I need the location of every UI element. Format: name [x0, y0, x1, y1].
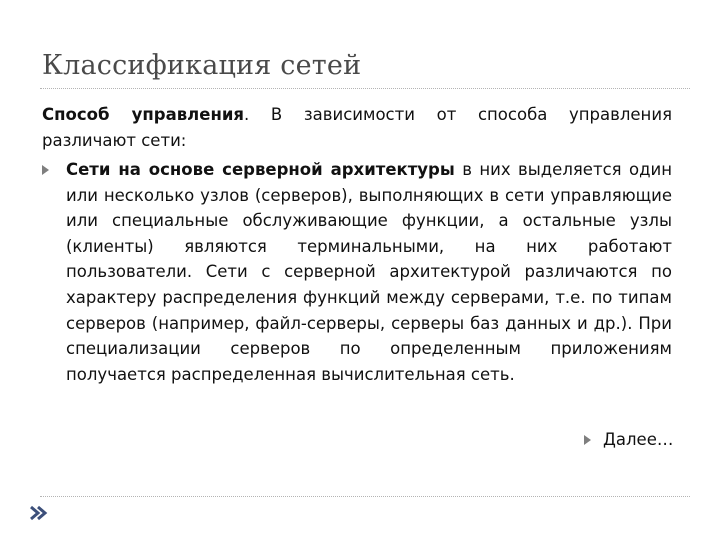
bullet-arrow-icon [42, 165, 49, 175]
chevron-stroke-1 [31, 507, 38, 519]
footer-divider [40, 496, 690, 497]
intro-paragraph [42, 102, 672, 153]
intro-text: . В зависимости от способа управления различают сети: [42, 105, 672, 150]
next-arrow-icon [584, 435, 591, 445]
bullet-body: в них выделяется один или несколько узлов (серверов), выполняющих в сети управляющие или специальные обслуживающие функции, а остальные узлы (клиенты) являются терминальными, на них работают пользователи. Сети с серверной архитектурой различаются по характеру распределения функций между серверами, т.е. по типам серверов (например, файл-серверы, серверы баз данных и др.). При специализации серверов по определенным приложениям получается распределенная вычислительная сеть. [66, 160, 672, 384]
bullet-item [42, 157, 672, 387]
intro-bold-term: Способ управления [42, 105, 245, 124]
bullet-bold-term: Сети на основе серверной архитектуры [66, 160, 455, 179]
next-link[interactable] [584, 430, 673, 449]
next-label: Далее… [603, 430, 674, 449]
bullet-text [66, 157, 672, 387]
slide-title: Классификация сетей [42, 50, 362, 81]
chevron-right-double-icon[interactable] [28, 505, 50, 521]
title-divider [40, 88, 690, 89]
